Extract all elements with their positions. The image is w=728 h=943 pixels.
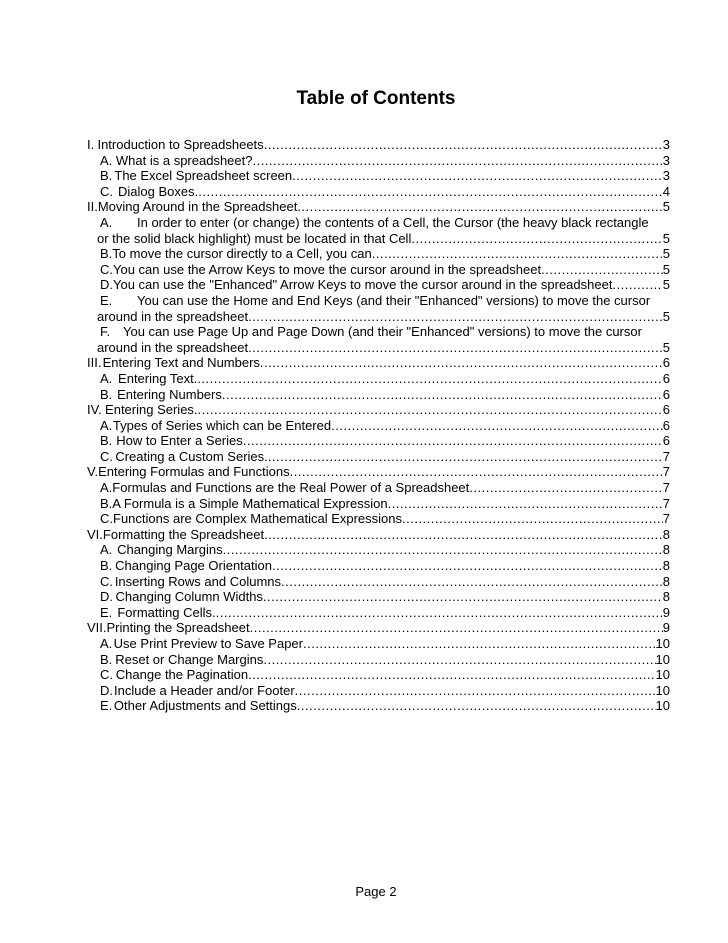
toc-entry-label: Dialog Boxes.: [118, 183, 199, 199]
toc-entry-number: C.: [100, 448, 113, 464]
toc-entry-page: 7: [662, 511, 670, 527]
toc-entry-number: A.: [100, 417, 113, 433]
toc-entry-label: Formulas and Functions are the Real Power of a Spreadsheet: [112, 480, 470, 496]
toc-entry-page: 5: [662, 308, 670, 324]
toc-entry-page: 8: [662, 573, 670, 589]
toc-entry-label: The Excel Spreadsheet screen: [114, 168, 293, 184]
toc-entry-page: 5: [662, 261, 670, 277]
toc-entry-label: Functions are Complex Mathematical Expressions: [113, 511, 403, 527]
toc-entry[interactable]: [87, 496, 670, 512]
dot-leader: [272, 558, 663, 574]
toc-entry-number: A.: [100, 370, 113, 386]
toc-entry[interactable]: [87, 558, 670, 574]
toc-entry-number: C.: [100, 573, 113, 589]
toc-entry-label: What is a spreadsheet?: [115, 152, 253, 168]
toc-entry-page: 5: [662, 246, 670, 262]
toc-entry-page: 6: [662, 402, 670, 418]
toc-entry[interactable]: [87, 199, 670, 215]
dot-leader: [297, 698, 656, 714]
toc-entry-number: B.: [100, 651, 113, 667]
toc-entry-label: You can use the "Enhanced" Arrow Keys to move the cursor around in the spreadsheet: [113, 277, 613, 293]
toc-entry[interactable]: [87, 355, 670, 371]
toc-entry-page: 10: [655, 636, 670, 651]
toc-entry[interactable]: [87, 698, 670, 714]
toc-entry-label: Creating a Custom Series.: [115, 448, 268, 464]
toc-entry[interactable]: [87, 636, 670, 652]
toc-entry[interactable]: [87, 683, 670, 699]
toc-entry[interactable]: [87, 371, 670, 387]
dot-leader: [222, 387, 663, 403]
dot-leader: [541, 262, 663, 278]
toc-entry-page: 7: [662, 464, 670, 480]
dot-leader: [331, 418, 663, 434]
toc-entry-page: 6: [662, 433, 670, 449]
toc-entry-number: A.: [100, 152, 113, 168]
toc-entry[interactable]: [87, 527, 670, 543]
toc-entry-label: You can use the Arrow Keys to move the cursor around in the spreadsheet: [113, 261, 542, 277]
toc-entry-label: Use Print Preview to Save Paper: [113, 636, 303, 651]
dot-leader: [250, 620, 663, 636]
toc-entry-label: Reset or Change Margins: [115, 651, 264, 667]
toc-entry[interactable]: [87, 542, 670, 558]
toc-entry-number: C.: [100, 667, 113, 683]
toc-entry-label: Entering Formulas and Functions: [98, 464, 290, 480]
dot-leader: [198, 402, 663, 418]
toc-entry-page: 8: [662, 542, 670, 558]
toc-entry[interactable]: [87, 511, 670, 527]
toc-entry-label: Entering Series.: [105, 402, 198, 418]
dot-leader: [252, 153, 662, 169]
toc-entry-page: 9: [662, 604, 670, 620]
toc-entry[interactable]: [87, 246, 670, 262]
toc-entry-number: VII.: [87, 620, 107, 636]
toc-entry-page: 6: [662, 370, 670, 386]
dot-leader: [290, 464, 663, 480]
toc-entry[interactable]: [87, 589, 670, 605]
dot-leader: [612, 277, 662, 293]
dot-leader: [388, 496, 663, 512]
toc-entry-label: Entering Numbers: [117, 386, 222, 402]
toc-entry-label: How to Enter a Series: [116, 433, 243, 449]
toc-entry-number: B.: [100, 558, 113, 574]
toc-entry[interactable]: [87, 153, 670, 169]
toc-entry[interactable]: [87, 137, 670, 153]
toc-entry-label: Other Adjustments and Settings: [113, 698, 297, 714]
toc-entry[interactable]: [87, 402, 670, 418]
dot-leader: [469, 480, 662, 496]
toc-entry-label: Types of Series which can be Entered: [112, 417, 332, 433]
toc-entry[interactable]: [87, 215, 670, 246]
toc-entry-label: Introduction to Spreadsheets: [97, 137, 264, 152]
dot-leader: [372, 246, 663, 262]
toc-entry-label: You can use Page Up and Page Down (and their "Enhanced" versions) to move the cursor: [123, 324, 642, 340]
toc-entry-label: Entering Text and Numbers: [102, 355, 260, 371]
dot-leader: [248, 667, 655, 683]
toc-entry-label: A Formula is a Simple Mathematical Expression: [112, 495, 388, 511]
dot-leader: [263, 589, 663, 605]
toc-entry-label: Printing the Spreadsheet: [106, 620, 250, 636]
toc-entry[interactable]: [87, 605, 670, 621]
toc-entry[interactable]: [87, 667, 670, 683]
dot-leader: [216, 605, 663, 621]
toc-list: [87, 137, 670, 714]
toc-entry-page: 3: [662, 137, 670, 152]
toc-entry-page: 9: [662, 620, 670, 636]
toc-entry-number: B.: [100, 495, 113, 511]
dot-leader: [243, 433, 663, 449]
dot-leader: [223, 542, 663, 558]
dot-leader: [198, 184, 663, 200]
toc-entry-number: V.: [87, 464, 99, 480]
toc-entry-label: Moving Around in the Spreadsheet: [97, 199, 298, 215]
dot-leader: [268, 449, 663, 465]
toc-entry-number: C.: [100, 183, 113, 199]
toc-entry[interactable]: [87, 464, 670, 480]
toc-entry[interactable]: [87, 387, 670, 403]
toc-entry[interactable]: [87, 168, 670, 184]
toc-entry[interactable]: [87, 620, 670, 636]
toc-entry-number: B.: [100, 168, 113, 184]
toc-entry-number: D.: [100, 589, 113, 605]
toc-entry-number: A.: [100, 542, 113, 558]
dot-leader: [297, 199, 662, 215]
toc-entry-label: Formatting Cells.: [117, 604, 216, 620]
toc-entry-number: B.: [100, 386, 113, 402]
dot-leader: [248, 340, 663, 356]
toc-entry-label: To move the cursor directly to a Cell, you can: [112, 246, 372, 262]
toc-entry-page: 10: [655, 651, 670, 667]
toc-entry-page: 7: [662, 495, 670, 511]
toc-entry[interactable]: [87, 449, 670, 465]
toc-entry[interactable]: [87, 480, 670, 496]
toc-entry-number: E.: [100, 698, 113, 714]
toc-entry-number: D.: [100, 277, 113, 293]
toc-entry[interactable]: [87, 277, 670, 293]
toc-entry-page: 8: [662, 589, 670, 605]
toc-entry-page: 5: [662, 277, 670, 293]
toc-entry-page: 8: [662, 558, 670, 574]
toc-title: Table of Contents: [296, 88, 456, 109]
toc-entry-label-continued: around in the spreadsheet: [97, 339, 249, 355]
toc-entry-number: III.: [87, 355, 102, 371]
toc-entry[interactable]: [87, 184, 670, 200]
toc-entry-page: 3: [662, 168, 670, 184]
toc-entry-page: 3: [662, 152, 670, 168]
dot-leader: [411, 231, 662, 247]
dot-leader: [281, 574, 663, 590]
toc-entry-label: Inserting Rows and Columns: [114, 573, 282, 589]
toc-entry[interactable]: [87, 324, 670, 355]
toc-entry-label: Include a Header and/or Footer: [114, 682, 295, 698]
toc-entry-label: You can use the Home and End Keys (and their "Enhanced" versions) to move the cursor: [137, 292, 651, 308]
toc-entry-number: II.: [87, 199, 98, 215]
toc-entry-page: 8: [662, 526, 670, 542]
dot-leader: [295, 683, 656, 699]
toc-entry[interactable]: [87, 652, 670, 668]
toc-entry-page: 5: [662, 199, 670, 215]
toc-entry[interactable]: [87, 574, 670, 590]
toc-entry-page: 10: [655, 682, 670, 698]
toc-entry-number: F.: [100, 324, 111, 340]
toc-entry-page: 7: [662, 480, 670, 496]
toc-entry-page: 10: [655, 667, 670, 683]
toc-entry-page: 4: [662, 183, 670, 199]
toc-entry-page: 5: [662, 230, 670, 246]
toc-entry-label-continued: around in the spreadsheet: [97, 308, 249, 324]
toc-entry[interactable]: [87, 262, 670, 278]
dot-leader: [303, 636, 656, 652]
toc-entry-page: 5: [662, 339, 670, 355]
dot-leader: [197, 371, 662, 387]
toc-entry-label: Change the Pagination: [115, 667, 249, 683]
toc-entry-number: IV.: [87, 402, 102, 418]
toc-entry-label: Entering Text.: [118, 370, 198, 386]
toc-entry[interactable]: [87, 418, 670, 434]
toc-entry-label-continued: or the solid black highlight) must be located in that Cell: [97, 230, 412, 246]
dot-leader: [264, 137, 663, 153]
toc-entry-number: E.: [100, 292, 113, 308]
toc-entry-number: D.: [100, 682, 113, 698]
toc-entry-number: B.: [100, 433, 113, 449]
dot-leader: [292, 168, 663, 184]
toc-entry-label: Changing Page Orientation: [115, 558, 272, 574]
toc-entry-page: 10: [655, 698, 670, 714]
toc-entry-number: B.: [100, 246, 113, 262]
toc-entry-page: 7: [662, 448, 670, 464]
toc-entry-number: C.: [100, 511, 113, 527]
toc-entry-number: VI.: [87, 526, 103, 542]
toc-entry-number: C.: [100, 261, 113, 277]
toc-entry-page: 6: [662, 386, 670, 402]
toc-entry-number: E.: [100, 604, 113, 620]
toc-entry-number: A.: [100, 636, 113, 651]
toc-entry-number: A.: [100, 214, 113, 230]
toc-entry[interactable]: [87, 293, 670, 324]
dot-leader: [248, 309, 663, 325]
toc-entry-number: A.: [100, 480, 113, 496]
toc-entry-label: In order to enter (or change) the contents of a Cell, the Cursor (the heavy black rectangle: [137, 214, 649, 230]
toc-entry[interactable]: [87, 433, 670, 449]
toc-entry-label: Changing Margins: [117, 542, 223, 558]
toc-entry-page: 6: [662, 417, 670, 433]
toc-entry-label: Formatting the Spreadsheet: [102, 526, 265, 542]
dot-leader: [264, 527, 663, 543]
dot-leader: [402, 511, 663, 527]
toc-entry-page: 6: [662, 355, 670, 371]
toc-entry-label: Changing Column Widths: [115, 589, 263, 605]
page-footer: Page 2: [355, 884, 397, 899]
dot-leader: [260, 355, 663, 371]
dot-leader: [263, 652, 655, 668]
toc-entry-number: I.: [87, 137, 95, 152]
